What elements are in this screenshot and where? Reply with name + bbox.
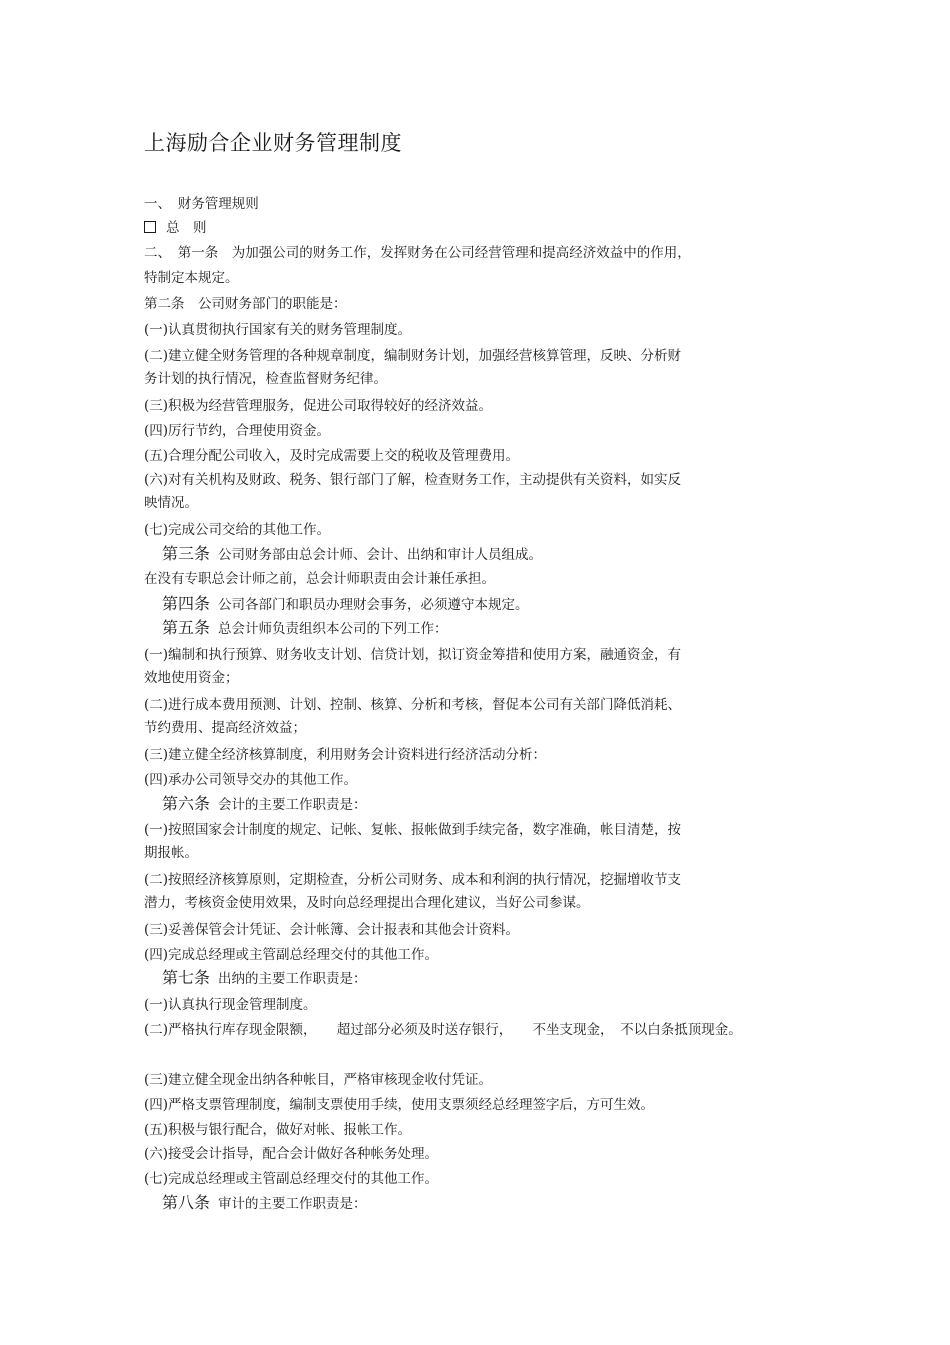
article-text: 公司财务部由总会计师、会计、出纳和审计人员组成。: [218, 547, 543, 563]
text-line: (二)严格执行库存现金限额， 超过部分必须及时送存银行， 不坐支现金， 不以白条抵顶现金。: [144, 1022, 742, 1038]
text-line: (五)积极与银行配合，做好对帐、报帐工作。: [144, 1122, 412, 1138]
text-line: (四)厉行节约，合理使用资金。: [144, 423, 331, 439]
article-label: 第四条: [162, 594, 211, 613]
article-label: 第七条: [162, 968, 211, 987]
text-line: 务计划的执行情况，检查监督财务纪律。: [144, 371, 387, 387]
article-7: [162, 969, 367, 988]
text-line: (六)对有关机构及财政、税务、银行部门了解，检查财务工作，主动提供有关资料，如实反: [144, 472, 682, 488]
text-line: (一)认真执行现金管理制度。: [144, 997, 317, 1013]
article-text: 审计的主要工作职责是：: [218, 1196, 367, 1212]
text-line: (二)建立健全财务管理的各种规章制度，编制财务计划，加强经营核算管理，反映、分析财: [144, 348, 682, 364]
article-5: [162, 619, 448, 638]
text-line: (三)建立健全现金出纳各种帐目，严格审核现金收付凭证。: [144, 1072, 493, 1088]
text-line: (四)严格支票管理制度，编制支票使用手续，使用支票须经总经理签字后，方可生效。: [144, 1097, 655, 1113]
document-title: 上海励合企业财务管理制度: [144, 131, 402, 155]
text-line: (三)建立健全经济核算制度，利用财务会计资料进行经济活动分析：: [144, 747, 547, 763]
article-text: 会计的主要工作职责是：: [218, 797, 367, 813]
article-label: 第六条: [162, 794, 211, 813]
text-line: (三)积极为经营管理服务，促进公司取得较好的经济效益。: [144, 398, 493, 414]
text-line: (一)认真贯彻执行国家有关的财务管理制度。: [144, 322, 412, 338]
text-line: (三)妥善保管会计凭证、会计帐簿、会计报表和其他会计资料。: [144, 922, 520, 938]
text-line: (四)承办公司领导交办的其他工作。: [144, 772, 358, 788]
general-provisions-label: 总 则: [166, 220, 207, 236]
article-text: 公司各部门和职员办理财会事务，必须遵守本规定。: [218, 597, 529, 613]
article-text: 总会计师负责组织本公司的下列工作：: [218, 621, 448, 637]
article-label: 第三条: [162, 544, 211, 563]
article-text: 出纳的主要工作职责是：: [218, 971, 367, 987]
text-line: (五)合理分配公司收入，及时完成需要上交的税收及管理费用。: [144, 448, 520, 464]
text-line: (七)完成公司交给的其他工作。: [144, 522, 331, 538]
article-label: 第五条: [162, 618, 211, 637]
article-8: [162, 1194, 367, 1213]
text-line: 节约费用、提高经济效益；: [144, 720, 306, 736]
text-line: 第二条 公司财务部门的职能是：: [144, 296, 347, 312]
text-line: 效地使用资金；: [144, 670, 239, 686]
text-line: (六)接受会计指导，配合会计做好各种帐务处理。: [144, 1146, 439, 1162]
text-line: (二)进行成本费用预测、计划、控制、核算、分析和考核，督促本公司有关部门降低消耗、: [144, 697, 682, 713]
text-line: (四)完成总经理或主管副总经理交付的其他工作。: [144, 947, 439, 963]
text-line: 映情况。: [144, 495, 198, 511]
text-line: (一)按照国家会计制度的规定、记帐、复帐、报帐做到手续完备，数字准确，帐目清楚，按: [144, 822, 682, 838]
article-label: 第八条: [162, 1193, 211, 1212]
text-line: 潜力，考核资金使用效果，及时向总经理提出合理化建议，当好公司参谋。: [144, 895, 590, 911]
general-provisions-heading: [144, 219, 207, 237]
text-line: (一)编制和执行预算、财务收支计划、信贷计划，拟订资金筹措和使用方案，融通资金，有: [144, 647, 682, 663]
text-line: 期报帐。: [144, 845, 198, 861]
text-line: (七)完成总经理或主管副总经理交付的其他工作。: [144, 1171, 439, 1187]
article-4: [162, 595, 529, 614]
text-line: 在没有专职总会计师之前，总会计师职责由会计兼任承担。: [144, 571, 495, 587]
text-line: 二、 第一条 为加强公司的财务工作，发挥财务在公司经营管理和提高经济效益中的作用，: [144, 245, 691, 261]
text-line: 特制定本规定。: [144, 270, 239, 286]
section-heading: 一、 财务管理规则: [144, 196, 259, 212]
text-line: (二)按照经济核算原则，定期检查，分析公司财务、成本和利润的执行情况，挖掘增收节支: [144, 872, 682, 888]
article-6: [162, 795, 367, 814]
article-3: [162, 545, 542, 564]
checkbox-square-icon: [144, 221, 156, 233]
